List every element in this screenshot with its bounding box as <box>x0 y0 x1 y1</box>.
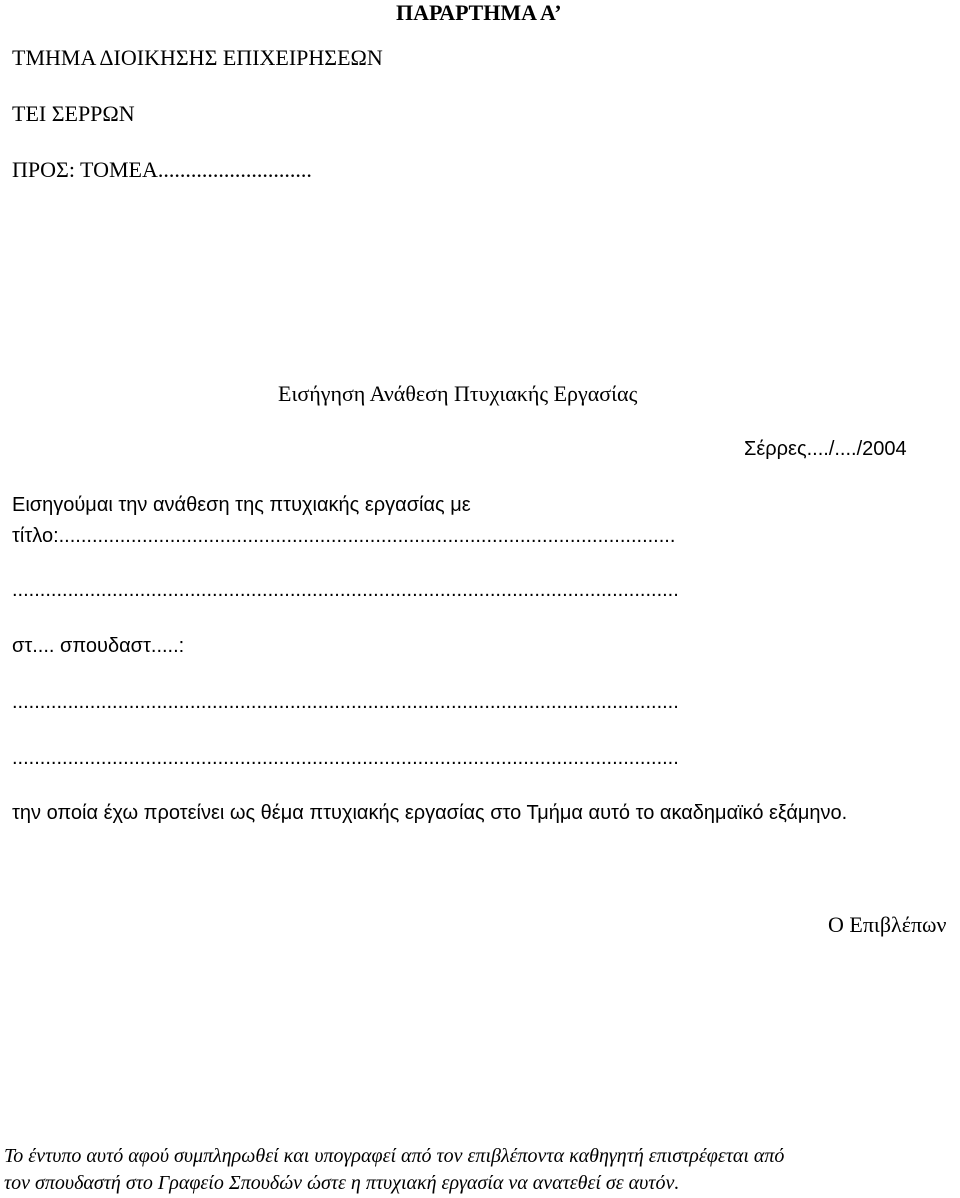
student-field-line-1: ........................................................................................................................ <box>12 691 679 713</box>
proposal-text: την οποία έχω προτείνει ως θέμα πτυχιακής εργασίας στο Τμήμα αυτό το ακαδημαϊκό εξάμηνο. <box>12 802 848 824</box>
title-field: τίτλο:............................................................................................................... <box>12 525 676 547</box>
footnote-line-2: τον σπουδαστή στο Γραφείο Σπουδών ώστε η πτυχιακή εργασία να ανατεθεί σε αυτόν. <box>4 1172 680 1194</box>
student-label: στ.... σπουδαστ.....: <box>12 635 185 657</box>
annex-title: ΠΑΡΑΡΤΗΜΑ Α’ <box>396 0 562 25</box>
department-name: ΤΜΗΜΑ ΔΙΟΙΚΗΣΗΣ ΕΠΙΧΕΙΡΗΣΕΩΝ <box>12 45 383 70</box>
title-field-continuation: ........................................................................................................................ <box>12 579 679 601</box>
supervisor-signature-label: Ο Επιβλέπων <box>828 912 947 937</box>
recipient-line: ΠΡΟΣ: ΤΟΜΕΑ............................ <box>12 157 312 182</box>
footnote-line-1: Το έντυπο αυτό αφού συμπληρωθεί και υπογραφεί από τον επιβλέποντα καθηγητή επιστρέφεται από <box>4 1145 785 1167</box>
intro-text: Εισηγούμαι την ανάθεση της πτυχιακής εργασίας με <box>12 494 471 516</box>
student-field-line-2: ........................................................................................................................ <box>12 747 679 769</box>
date-field: Σέρρες..../..../2004 <box>744 438 907 460</box>
document-heading: Εισήγηση Ανάθεση Πτυχιακής Εργασίας <box>278 381 638 406</box>
school-name: ΤΕΙ ΣΕΡΡΩΝ <box>12 101 135 126</box>
